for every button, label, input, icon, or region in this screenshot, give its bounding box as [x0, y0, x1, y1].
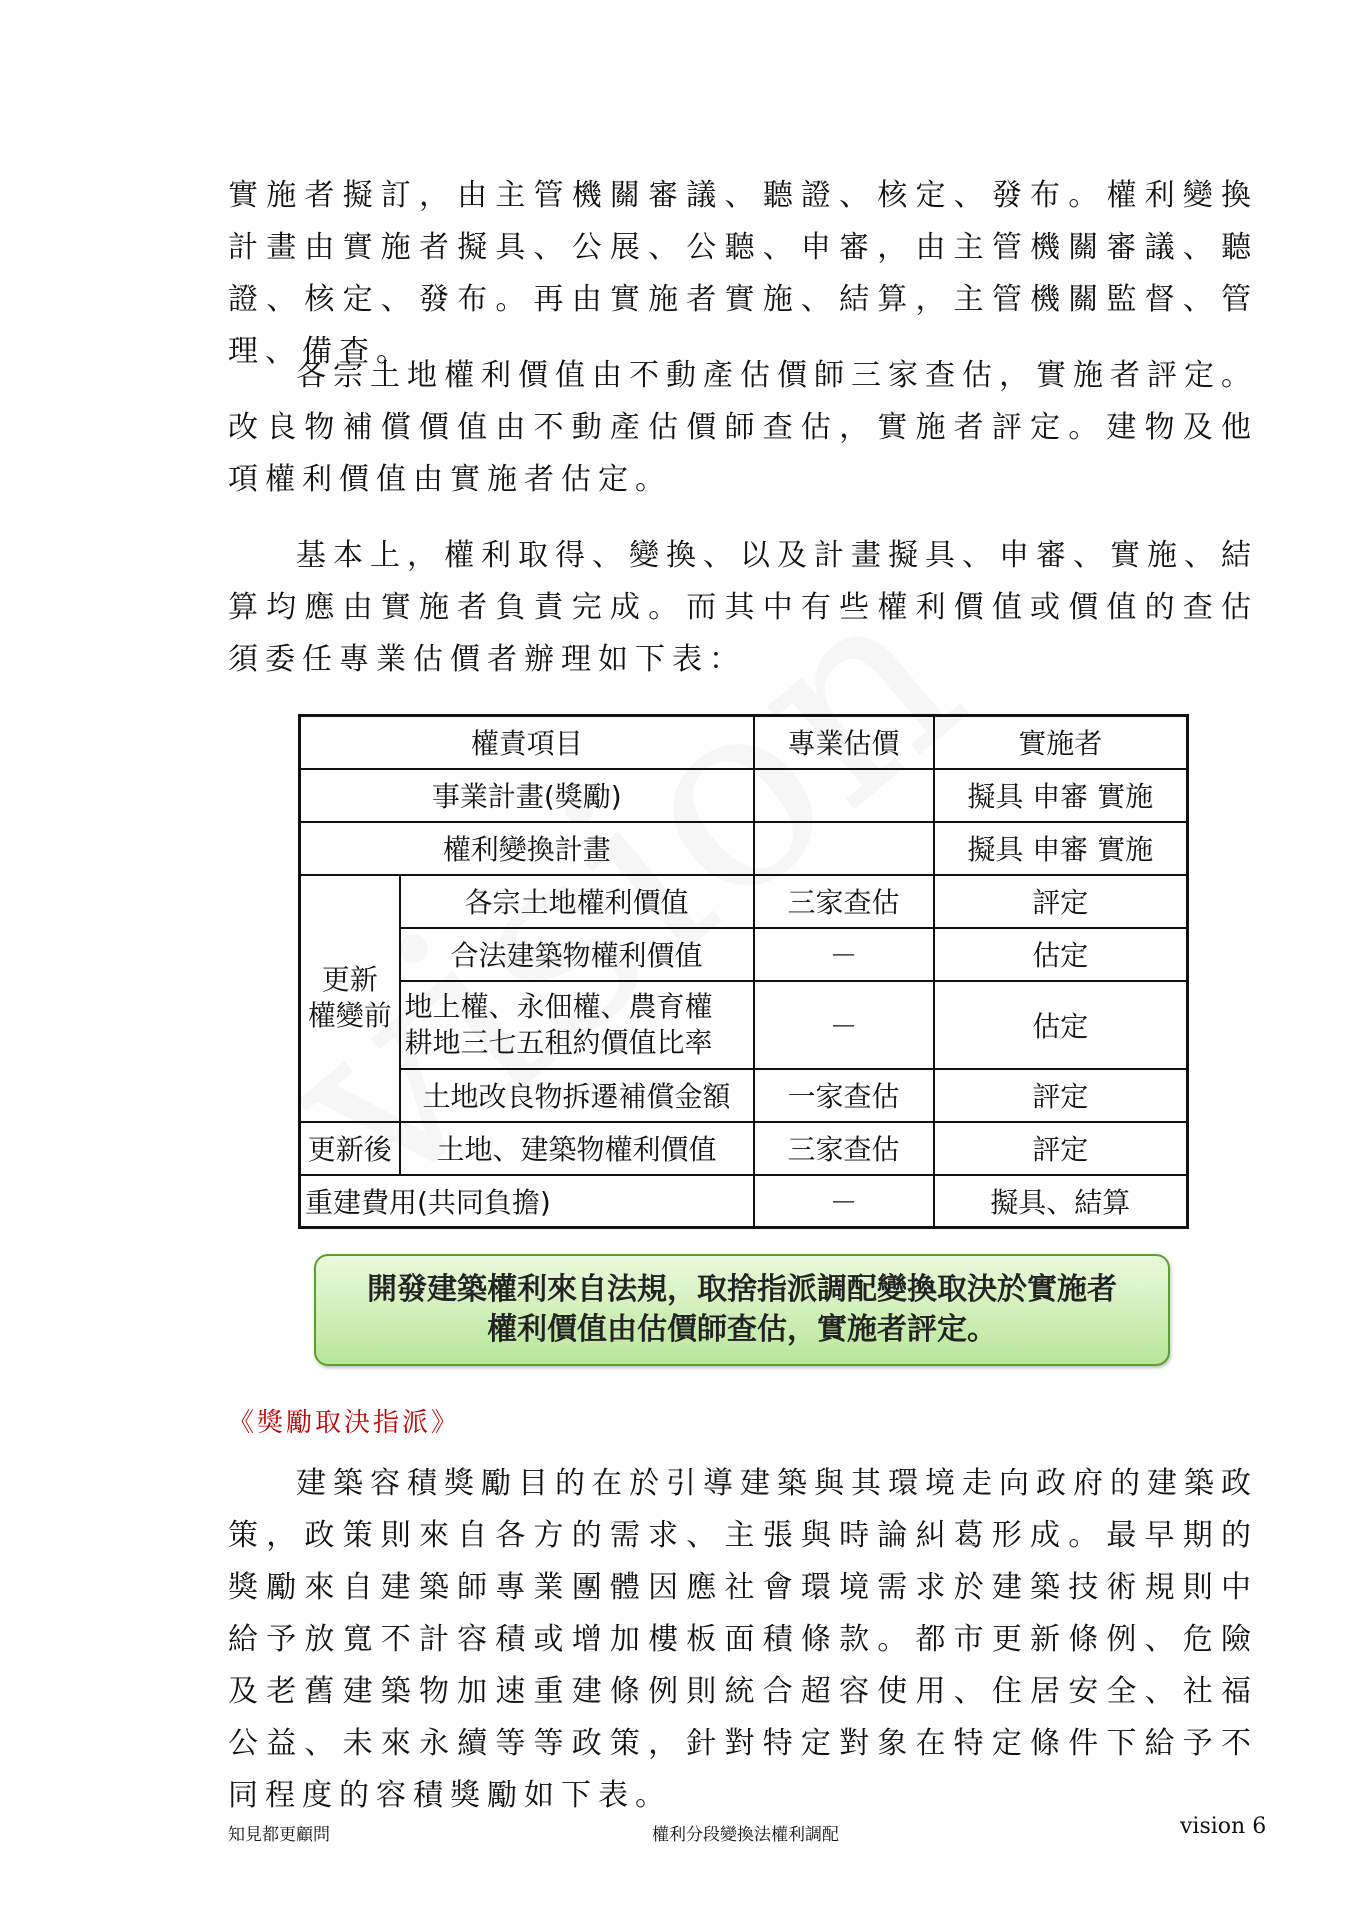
row-item-line1: 地上權、永佃權、農育權	[404, 989, 713, 1023]
table-row	[300, 875, 1188, 928]
footer-page-number: vision 6	[1180, 1814, 1267, 1839]
row-item: 土地、建築物權利價值	[400, 1122, 754, 1175]
row-item: 各宗土地權利價值	[400, 875, 754, 928]
table-header-row	[300, 716, 1188, 769]
row-appraisal	[754, 769, 934, 822]
row-implementer: 估定	[934, 981, 1188, 1069]
row-implementer: 評定	[934, 875, 1188, 928]
footer-title: 權利分段變換法權利調配	[652, 1825, 839, 1845]
table-row	[300, 1175, 1188, 1228]
footer-company: 知見都更顧問	[228, 1825, 330, 1845]
table-row	[300, 1122, 1188, 1175]
row-implementer: 估定	[934, 928, 1188, 981]
table-row	[300, 1069, 1188, 1122]
header-item: 權責項目	[300, 716, 754, 769]
header-implementer: 實施者	[934, 716, 1188, 769]
paragraph-3: 基本上，權利取得、變換、以及計畫擬具、申審、實施、結算均應由實施者負責完成。而其中有些權利價值或價值的查估須委任專業估價者辦理如下表：	[228, 538, 1258, 677]
paragraph-4: 建築容積獎勵目的在於引導建築與其環境走向政府的建築政策，政策則來自各方的需求、主張與時論糾葛形成。最早期的獎勵來自建築師專業團體因應社會環境需求於建築技術規則中給予放寬不計容積或增加樓板面積條款。都市更新條例、危險及老舊建築物加速重建條例則統合超容使用、住居安全、社福公益、未來永續等等政策，針對特定對象在特定條件下給予不同程度的容積獎勵如下表。	[228, 1466, 1258, 1813]
row-item: 重建費用(共同負擔)	[300, 1175, 754, 1228]
before-label-line1: 更新	[321, 963, 378, 996]
row-appraisal: 一家查估	[754, 1069, 934, 1122]
row-item	[400, 981, 754, 1069]
summary-callout-box	[314, 1254, 1170, 1366]
paragraph-1: 實施者擬訂，由主管機關審議、聽證、核定、發布。權利變換計畫由實施者擬具、公展、公聽、申審，由主管機關審議、聽證、核定、發布。再由實施者實施、結算，主管機關監督、管理、備查。	[228, 178, 1258, 369]
row-appraisal	[754, 822, 934, 875]
row-item: 事業計畫(獎勵)	[300, 769, 754, 822]
before-group-label	[300, 875, 400, 1122]
row-appraisal: －	[754, 1175, 934, 1228]
section-heading: 《獎勵取決指派》	[228, 1408, 461, 1438]
row-appraisal: 三家查估	[754, 875, 934, 928]
after-group-label: 更新後	[300, 1122, 400, 1175]
table-row	[300, 769, 1188, 822]
row-implementer: 評定	[934, 1069, 1188, 1122]
header-appraisal: 專業估價	[754, 716, 934, 769]
rights-responsibility-table	[298, 714, 1189, 1229]
row-appraisal: －	[754, 928, 934, 981]
row-implementer: 評定	[934, 1122, 1188, 1175]
callout-line2: 權利價值由估價師查估，實施者評定。	[487, 1312, 997, 1347]
table-row	[300, 928, 1188, 981]
row-item: 權利變換計畫	[300, 822, 754, 875]
row-appraisal: 三家查估	[754, 1122, 934, 1175]
row-appraisal: －	[754, 981, 934, 1069]
row-item: 土地改良物拆遷補償金額	[400, 1069, 754, 1122]
before-label-line2: 權變前	[307, 999, 392, 1032]
paragraph-2: 各宗土地權利價值由不動產估價師三家查估，實施者評定。改良物補償價值由不動產估價師查估，實施者評定。建物及他項權利價值由實施者估定。	[228, 358, 1258, 497]
row-item-line2: 耕地三七五租約價值比率	[404, 1025, 713, 1059]
row-item: 合法建築物權利價值	[400, 928, 754, 981]
row-implementer: 擬具 申審 實施	[934, 769, 1188, 822]
row-implementer: 擬具 申審 實施	[934, 822, 1188, 875]
table-row	[300, 822, 1188, 875]
table-row	[300, 981, 1188, 1069]
callout-line1: 開發建築權利來自法規，取捨指派調配變換取決於實施者	[367, 1272, 1117, 1307]
row-implementer: 擬具、結算	[934, 1175, 1188, 1228]
